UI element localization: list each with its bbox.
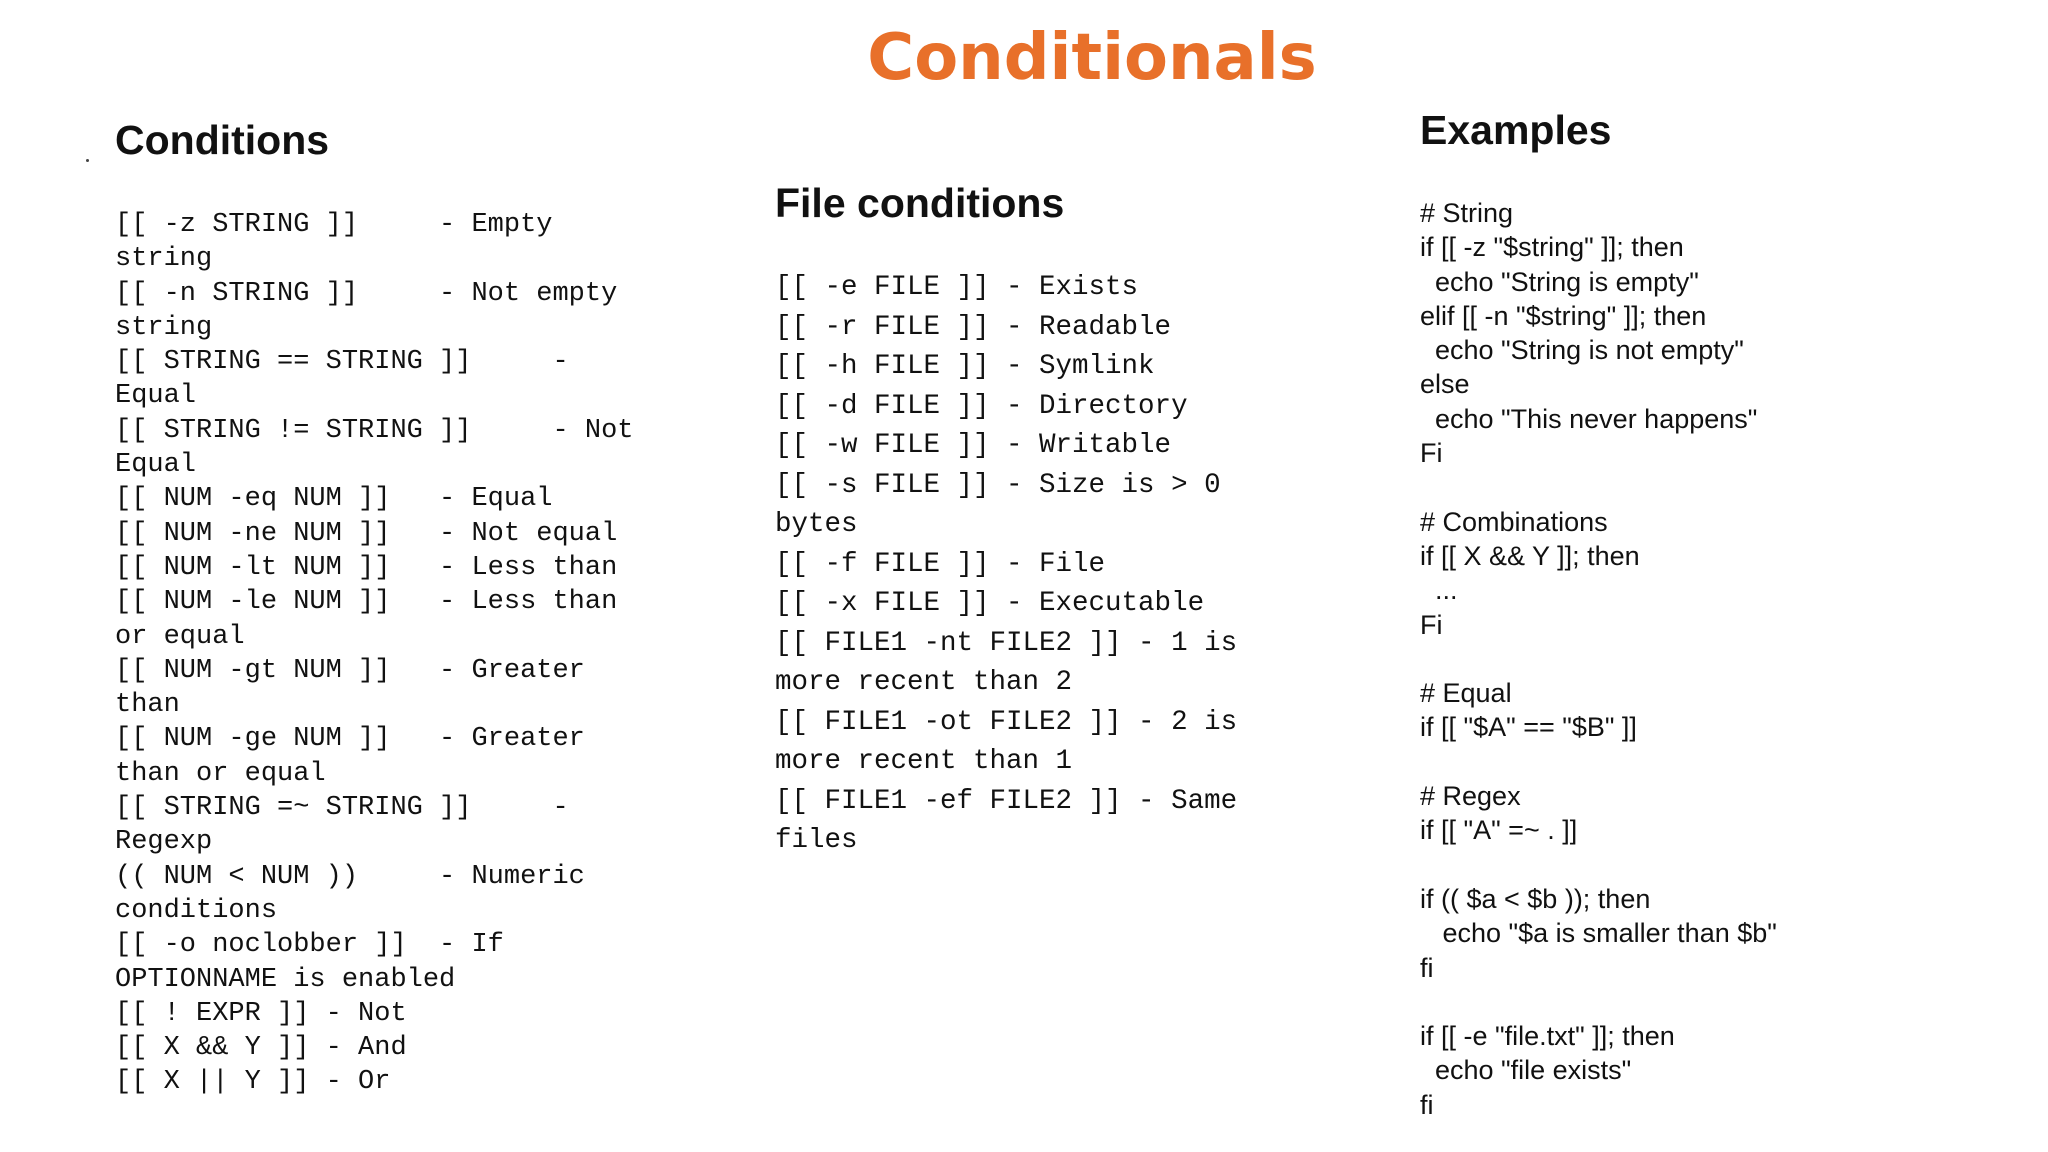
file-conditions-heading: File conditions bbox=[775, 180, 1065, 226]
condition-line: [[ X && Y ]] - And bbox=[115, 1033, 407, 1064]
condition-line: OPTIONNAME is enabled bbox=[115, 964, 456, 995]
conditions-heading: Conditions bbox=[115, 117, 330, 163]
bullet-dot bbox=[86, 159, 89, 162]
example-line: Fi bbox=[1420, 438, 1443, 469]
condition-line: conditions bbox=[115, 895, 278, 926]
file-condition-line: [[ -r FILE ]] - Readable bbox=[775, 311, 1172, 343]
condition-line: [[ STRING == STRING ]] - bbox=[115, 347, 569, 378]
condition-line: [[ NUM -gt NUM ]] - Greater bbox=[115, 655, 585, 686]
example-line: # Equal bbox=[1420, 678, 1512, 709]
condition-line: [[ NUM -le NUM ]] - Less than bbox=[115, 587, 618, 618]
condition-line: than bbox=[115, 690, 180, 721]
example-line: if [[ X && Y ]]; then bbox=[1420, 540, 1640, 571]
file-condition-line: more recent than 1 bbox=[775, 746, 1073, 777]
example-line: if [[ "A" =~ . ]] bbox=[1420, 815, 1578, 846]
condition-line: [[ -z STRING ]] - Empty bbox=[115, 210, 553, 240]
condition-line: [[ NUM -lt NUM ]] - Less than bbox=[115, 552, 618, 583]
example-line: fi bbox=[1420, 952, 1434, 983]
condition-line: (( NUM < NUM )) - Numeric bbox=[115, 861, 585, 892]
condition-line: Regexp bbox=[115, 827, 213, 858]
file-condition-line: bytes bbox=[775, 509, 858, 540]
file-condition-line: [[ -w FILE ]] - Writable bbox=[775, 430, 1172, 461]
condition-line: [[ STRING != STRING ]] - Not bbox=[115, 415, 634, 446]
example-line bbox=[1420, 470, 1777, 504]
file-condition-line: [[ -x FILE ]] - Executable bbox=[775, 588, 1205, 619]
example-line: fi bbox=[1420, 1089, 1434, 1120]
condition-line: Equal bbox=[115, 450, 197, 481]
example-line: ... bbox=[1420, 575, 1458, 606]
condition-line: [[ NUM -ge NUM ]] - Greater bbox=[115, 724, 585, 755]
example-line: echo "String is not empty" bbox=[1420, 335, 1744, 366]
example-line: if [[ "$A" == "$B" ]] bbox=[1420, 712, 1637, 743]
file-condition-line: [[ -e FILE ]] - Exists bbox=[775, 272, 1139, 303]
file-condition-line: more recent than 2 bbox=[775, 667, 1073, 698]
file-condition-line: [[ FILE1 -nt FILE2 ]] - 1 is bbox=[775, 627, 1238, 659]
example-line: # String bbox=[1420, 198, 1514, 228]
example-line: echo "String is empty" bbox=[1420, 266, 1699, 297]
example-line: else bbox=[1420, 369, 1470, 400]
example-line: # Regex bbox=[1420, 781, 1521, 812]
file-condition-line: [[ -f FILE ]] - File bbox=[775, 548, 1106, 580]
example-line: echo "$a is smaller than $b" bbox=[1420, 918, 1777, 949]
example-line: elif [[ -n "$string" ]]; then bbox=[1420, 300, 1707, 331]
condition-line: than or equal bbox=[115, 758, 326, 789]
condition-line: [[ -n STRING ]] - Not empty bbox=[115, 278, 618, 309]
file-condition-line: [[ -h FILE ]] - Symlink bbox=[775, 351, 1155, 382]
example-line: # Combinations bbox=[1420, 506, 1608, 537]
condition-line: [[ -o noclobber ]] - If bbox=[115, 930, 504, 961]
example-line: Fi bbox=[1420, 609, 1443, 640]
condition-line: [[ X || Y ]] - Or bbox=[115, 1067, 391, 1098]
file-condition-line: [[ -s FILE ]] - Size is > 0 bbox=[775, 469, 1221, 501]
file-condition-line: [[ FILE1 -ot FILE2 ]] - 2 is bbox=[775, 706, 1238, 738]
example-line bbox=[1420, 848, 1777, 882]
example-line: if [[ -e "file.txt" ]]; then bbox=[1420, 1021, 1675, 1052]
condition-line: [[ NUM -eq NUM ]] - Equal bbox=[115, 484, 553, 515]
example-line: echo "This never happens" bbox=[1420, 403, 1758, 434]
file-condition-line: [[ -d FILE ]] - Directory bbox=[775, 390, 1188, 422]
condition-line: [[ NUM -ne NUM ]] - Not equal bbox=[115, 518, 618, 549]
condition-line: [[ ! EXPR ]] - Not bbox=[115, 998, 407, 1029]
example-line bbox=[1420, 642, 1777, 676]
conditions-list bbox=[115, 208, 633, 1100]
slide-title: Conditionals bbox=[867, 21, 1317, 95]
examples-list bbox=[1420, 196, 1777, 1122]
file-condition-line: [[ FILE1 -ef FILE2 ]] - Same bbox=[775, 785, 1238, 817]
condition-line: string bbox=[115, 244, 213, 275]
example-line bbox=[1420, 745, 1777, 779]
condition-line: Equal bbox=[115, 381, 197, 412]
file-conditions-list bbox=[775, 268, 1237, 861]
example-line: if [[ -z "$string" ]]; then bbox=[1420, 232, 1684, 263]
condition-line: [[ STRING =~ STRING ]] - bbox=[115, 793, 569, 824]
example-line: echo "file exists" bbox=[1420, 1055, 1632, 1086]
condition-line: string bbox=[115, 312, 213, 343]
condition-line: or equal bbox=[115, 621, 245, 652]
examples-heading: Examples bbox=[1420, 107, 1612, 153]
file-condition-line: files bbox=[775, 825, 858, 856]
example-line bbox=[1420, 985, 1777, 1019]
example-line: if (( $a < $b )); then bbox=[1420, 883, 1651, 914]
